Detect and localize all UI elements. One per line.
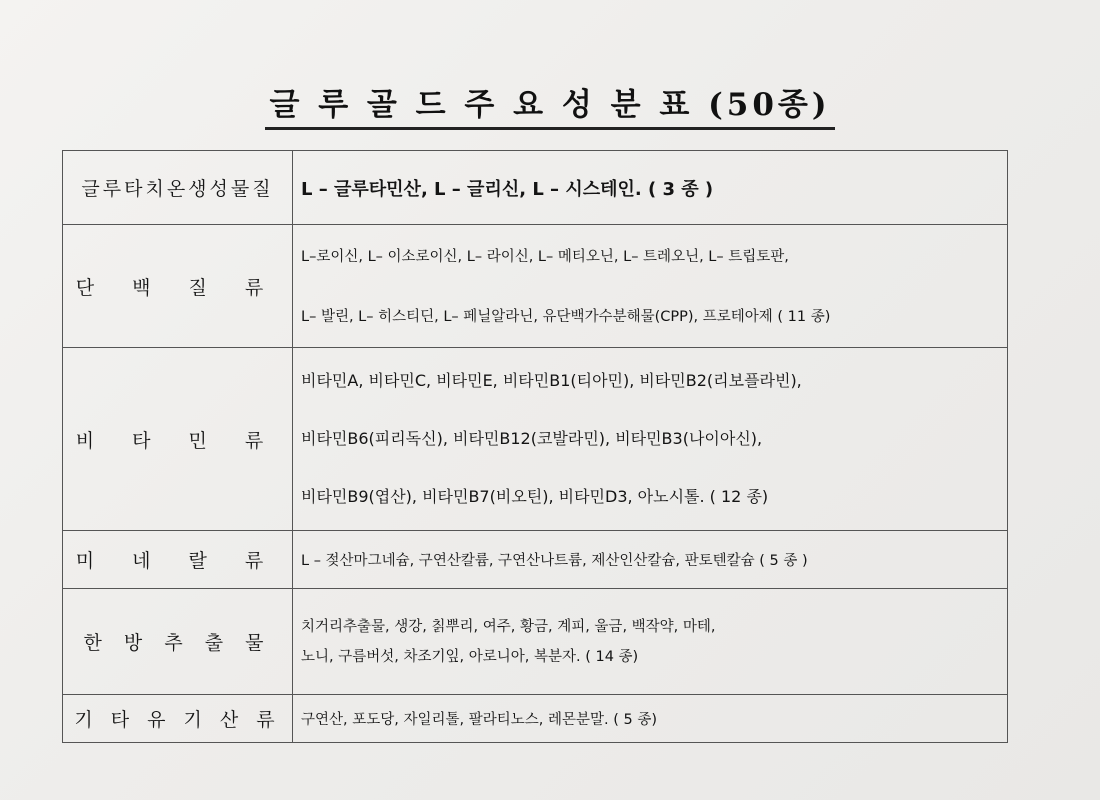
content-line: L – 젖산마그네슘, 구연산칼륨, 구연산나트륨, 제산인산칼슘, 판토텐칼슘 ( 5 종 ) xyxy=(301,553,808,569)
content-line: 비타민B6(피리독신), 비타민B12(코발라민), 비타민B3(나이아신), xyxy=(301,429,763,448)
row-content xyxy=(293,695,1008,743)
content-line: 비타민B9(엽산), 비타민B7(비오틴), 비타민D3, 아노시톨. ( 12 종) xyxy=(301,487,769,506)
table-row-vitamin xyxy=(63,348,1008,531)
content-line: 치거리추출물, 생강, 칡뿌리, 여주, 황금, 계피, 울금, 백작약, 마테, xyxy=(301,618,716,635)
row-content xyxy=(293,225,1008,348)
content-line: 구연산, 포도당, 자일리톨, 팔라티노스, 레몬분말. ( 5 종) xyxy=(301,712,657,728)
ingredient-table xyxy=(62,150,1008,743)
content-line: L– 발린, L– 히스티딘, L– 페닐알라닌, 유단백가수분해물(CPP), 프로테아제 ( 11 종) xyxy=(301,309,831,325)
table-row-herbal-extract xyxy=(63,589,1008,695)
row-content xyxy=(293,531,1008,589)
content-line: L–로이신, L– 이소로이신, L– 라이신, L– 메티오닌, L– 트레오닌, L– 트립토판, xyxy=(301,249,789,265)
content-line: 노니, 구름버섯, 차조기잎, 아로니아, 복분자. ( 14 종) xyxy=(301,648,639,665)
row-label: 기 타 유 기 산 류 xyxy=(63,695,293,743)
row-label: 한 방 추 출 물 xyxy=(63,589,293,695)
table-row-mineral xyxy=(63,531,1008,589)
row-label: 글루타치온생성물질 xyxy=(63,151,293,225)
content-line: 비타민A, 비타민C, 비타민E, 비타민B1(티아민), 비타민B2(리보플라빈), xyxy=(301,371,802,390)
row-label: 미 네 랄 류 xyxy=(63,531,293,589)
row-label: 비 타 민 류 xyxy=(63,348,293,531)
title-text: 글 루 골 드 주 요 성 분 표 (50종) xyxy=(265,86,834,130)
document-title xyxy=(0,86,1100,130)
row-content xyxy=(293,151,1008,225)
row-content xyxy=(293,348,1008,531)
table-row-glutathione xyxy=(63,151,1008,225)
row-label: 단 백 질 류 xyxy=(63,225,293,348)
table-row-protein xyxy=(63,225,1008,348)
table-row-organic-acid xyxy=(63,695,1008,743)
content-line: L – 글루타민산, L – 글리신, L – 시스테인. ( 3 종 ) xyxy=(301,178,714,200)
row-content xyxy=(293,589,1008,695)
